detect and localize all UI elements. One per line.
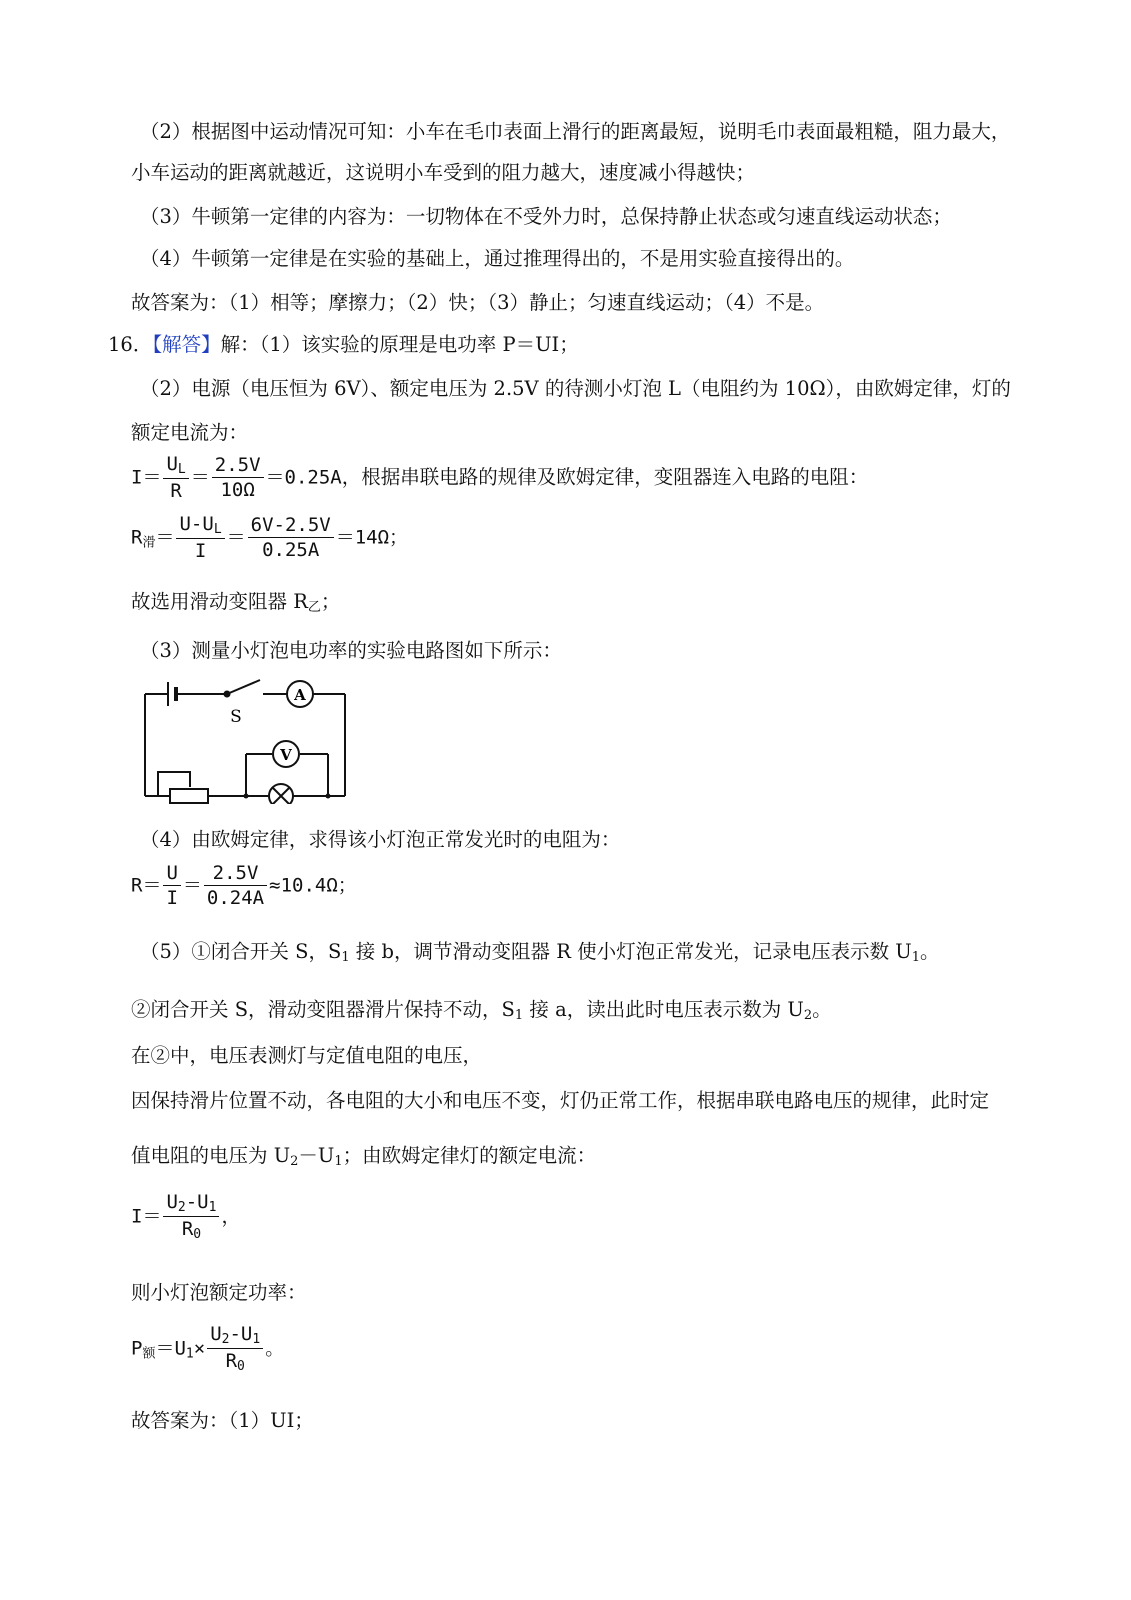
question-16-intro: 解：（1）该实验的原理是电功率 P＝UI；: [220, 333, 579, 356]
fraction: $\frac{U-U_L}{I}$: [176, 515, 224, 561]
fraction: $\frac{U_2-U_1}{R_0}$: [207, 1325, 263, 1373]
solution-16-line-5d: 因保持滑片位置不动，各电阻的大小和电压不变，灯仍正常工作，根据串联电路电压的规律，此时定: [131, 1089, 990, 1112]
formula-rated-power: $P_额=U_1\times$ $\frac{U_2-U_1}{R_0}$ 。: [131, 1323, 285, 1374]
rheostat-slider: [158, 772, 190, 796]
lamp-circle: [269, 784, 293, 804]
solution-16-line-5c: 在②中，电压表测灯与定值电阻的电压，: [131, 1044, 483, 1067]
solution-16-line-5e: 值电阻的电压为 $U_2-U_1$；由欧姆定律灯的额定电流：: [131, 1144, 597, 1169]
solution-16-choose-rheostat: 故选用滑动变阻器 $R_乙$；: [131, 590, 341, 615]
solution-15-line-3: （3）牛顿第一定律的内容为：一切物体在不受外力时，总保持静止状态或匀速直线运动状态；: [140, 205, 952, 228]
junction: [244, 794, 249, 799]
switch-blade: [227, 680, 260, 694]
fraction: $\frac{U_2-U_1}{R_0}$: [163, 1193, 219, 1241]
formula-rated-current-2: I＝ $\frac{U_2-U_1}{R_0}$ ，: [131, 1191, 241, 1242]
switch-label: S: [230, 707, 242, 727]
ammeter-label: A: [294, 686, 306, 704]
solution-16-line-3: （3）测量小灯泡电功率的实验电路图如下所示：: [140, 639, 562, 662]
solution-16-line-2a: （2）电源（电压恒为 6V）、额定电压为 2.5V 的待测小灯泡 L（电阻约为 10Ω），由欧姆定律，灯的: [140, 377, 1011, 400]
rheostat-body: [170, 789, 208, 803]
voltmeter-label: V: [280, 746, 292, 764]
formula-rated-current: I＝ $\frac{U_L}{R}$ ＝ $\frac{2.5V}{10\Omega}$ ＝0.25A，根据串联电路的规律及欧姆定律，变阻器连入电路的电阻：: [131, 453, 869, 502]
circuit-diagram: [140, 674, 355, 804]
solution-15-line-4: （4）牛顿第一定律是在实验的基础上，通过推理得出的，不是用实验直接得出的。: [140, 247, 855, 270]
answer-tag: 【解答】: [152, 333, 221, 356]
solution-15-line-2a: （2）根据图中运动情况可知：小车在毛巾表面上滑行的距离最短，说明毛巾表面最粗糙，阻力最大，: [140, 120, 1011, 143]
solution-15-line-2b: 小车运动的距离就越近，这说明小车受到的阻力越大，速度减小得越快；: [131, 161, 756, 184]
answer-15: 故答案为：（1）相等；摩擦力；（2）快；（3）静止；匀速直线运动；（4）不是。: [131, 291, 825, 314]
fraction: $\frac{2.5V}{10\Omega}$: [212, 456, 264, 500]
solution-16-line-5b: ②闭合开关 S，滑动变阻器滑片保持不动，$S_1$ 接 a，读出此时电压表示数为 $U_2$。: [131, 998, 832, 1023]
answer-16: 故答案为：（1）UI；: [131, 1409, 314, 1432]
question-number: 16．: [108, 333, 153, 356]
question-16-header: [108, 335, 579, 355]
solution-16-line-5a: （5）①闭合开关 S，$S_1$ 接 b，调节滑动变阻器 R 使小灯泡正常发光，记录电压表示数 $U_1$。: [140, 940, 940, 965]
junction: [326, 794, 331, 799]
formula-lamp-resistance: R＝ $\frac{U}{I}$ ＝ $\frac{2.5V}{0.24A}$ ≈10.4Ω；: [131, 862, 357, 909]
fraction: $\frac{6V-2.5V}{0.25A}$: [248, 516, 334, 560]
solution-16-line-2b: 额定电流为：: [131, 421, 249, 444]
formula-rheostat-resistance: $R_滑=$ $\frac{U-U_L}{I}$ ＝ $\frac{6V-2.5V}{0.25A}$ ＝14Ω；: [131, 513, 409, 562]
fraction: $\frac{2.5V}{0.24A}$: [204, 864, 267, 908]
solution-16-line-4: （4）由欧姆定律，求得该小灯泡正常发光时的电阻为：: [140, 828, 621, 851]
fraction: $\frac{U}{I}$: [163, 864, 180, 908]
fraction: $\frac{U_L}{R}$: [163, 455, 188, 501]
solution-16-line-5f: 则小灯泡额定功率：: [131, 1281, 307, 1304]
